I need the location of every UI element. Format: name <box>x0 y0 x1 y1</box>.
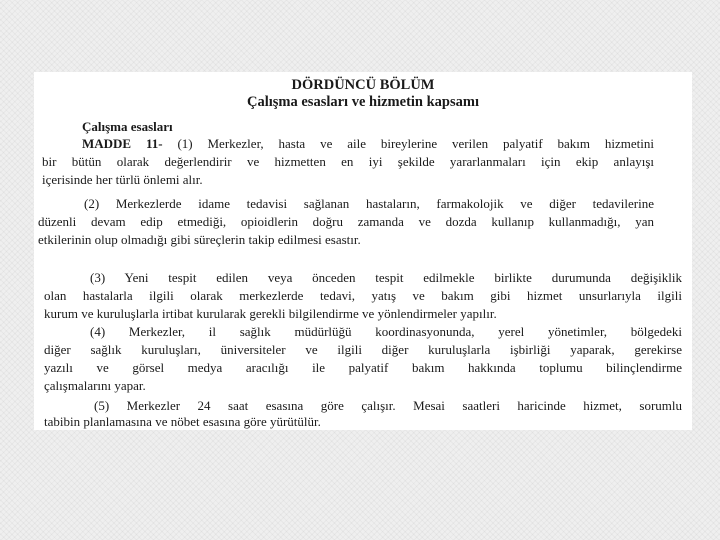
clause-2-line-1: (2) Merkezlerde idame tedavisi sağlanan hastaların, farmakolojik ve diğer tedavilerine <box>84 196 654 211</box>
clause-3-line-2: olan hastalarla ilgili olarak merkezlerde tedavi, yatış ve bakım gibi hizmet unsurlarıyla ilgili <box>44 288 682 303</box>
section-title: Çalışma esasları ve hizmetin kapsamı <box>247 94 479 110</box>
article-label: MADDE 11- <box>82 136 163 151</box>
clause-1-line-1: MADDE 11- (1) Merkezler, hasta ve aile bireylerine verilen palyatif bakım hizmetini <box>82 136 654 151</box>
clause-4-line-3: yazılı ve görsel medya aracılığı ile palyatif bakım hakkında toplumu bilinçlendirme <box>44 360 682 375</box>
clause-3-line-3: kurum ve kuruluşlarla irtibat kurularak gerekli bilgilendirme ve yönlendirmeler yapılır. <box>44 306 497 321</box>
chapter-title: DÖRDÜNCÜ BÖLÜM <box>291 77 435 93</box>
scanned-document <box>34 72 692 430</box>
clause-2-line-2: düzenli devam edip etmediği, opioidlerin doğru zamanda ve dozda kullanıp kullanmadığı, yan <box>38 214 654 229</box>
clause-4-line-1: (4) Merkezler, il sağlık müdürlüğü koordinasyonunda, yerel yönetimler, bölgedeki <box>90 324 682 339</box>
clause-1-line-3: içerisinde her türlü önlemi alır. <box>42 172 203 187</box>
clause-2-line-3: etkilerinin olup olmadığı gibi süreçlerin takip edilmesi esastır. <box>38 232 361 247</box>
clause-4-line-4: çalışmalarını yapar. <box>44 378 146 393</box>
clause-5-line-1: (5) Merkezler 24 saat esasına göre çalışır. Mesai saatleri haricinde hizmet, sorumlu <box>94 398 682 413</box>
subsection-title: Çalışma esasları <box>82 119 173 134</box>
clause-1-line-2: bir bütün olarak değerlendirir ve hizmetten en iyi şekilde yararlanmaları için ekip anlayışı <box>42 154 654 169</box>
clause-3-line-1: (3) Yeni tespit edilen veya önceden tespit edilmekle birlikte durumunda değişiklik <box>90 270 682 285</box>
clause-4-line-2: diğer sağlık kuruluşları, üniversiteler ve ilgili diğer kuruluşlarla işbirliği yaparak, gerekirse <box>44 342 682 357</box>
clause-5-line-2: tabibin planlamasına ve nöbet esasına göre yürütülür. <box>44 414 321 429</box>
